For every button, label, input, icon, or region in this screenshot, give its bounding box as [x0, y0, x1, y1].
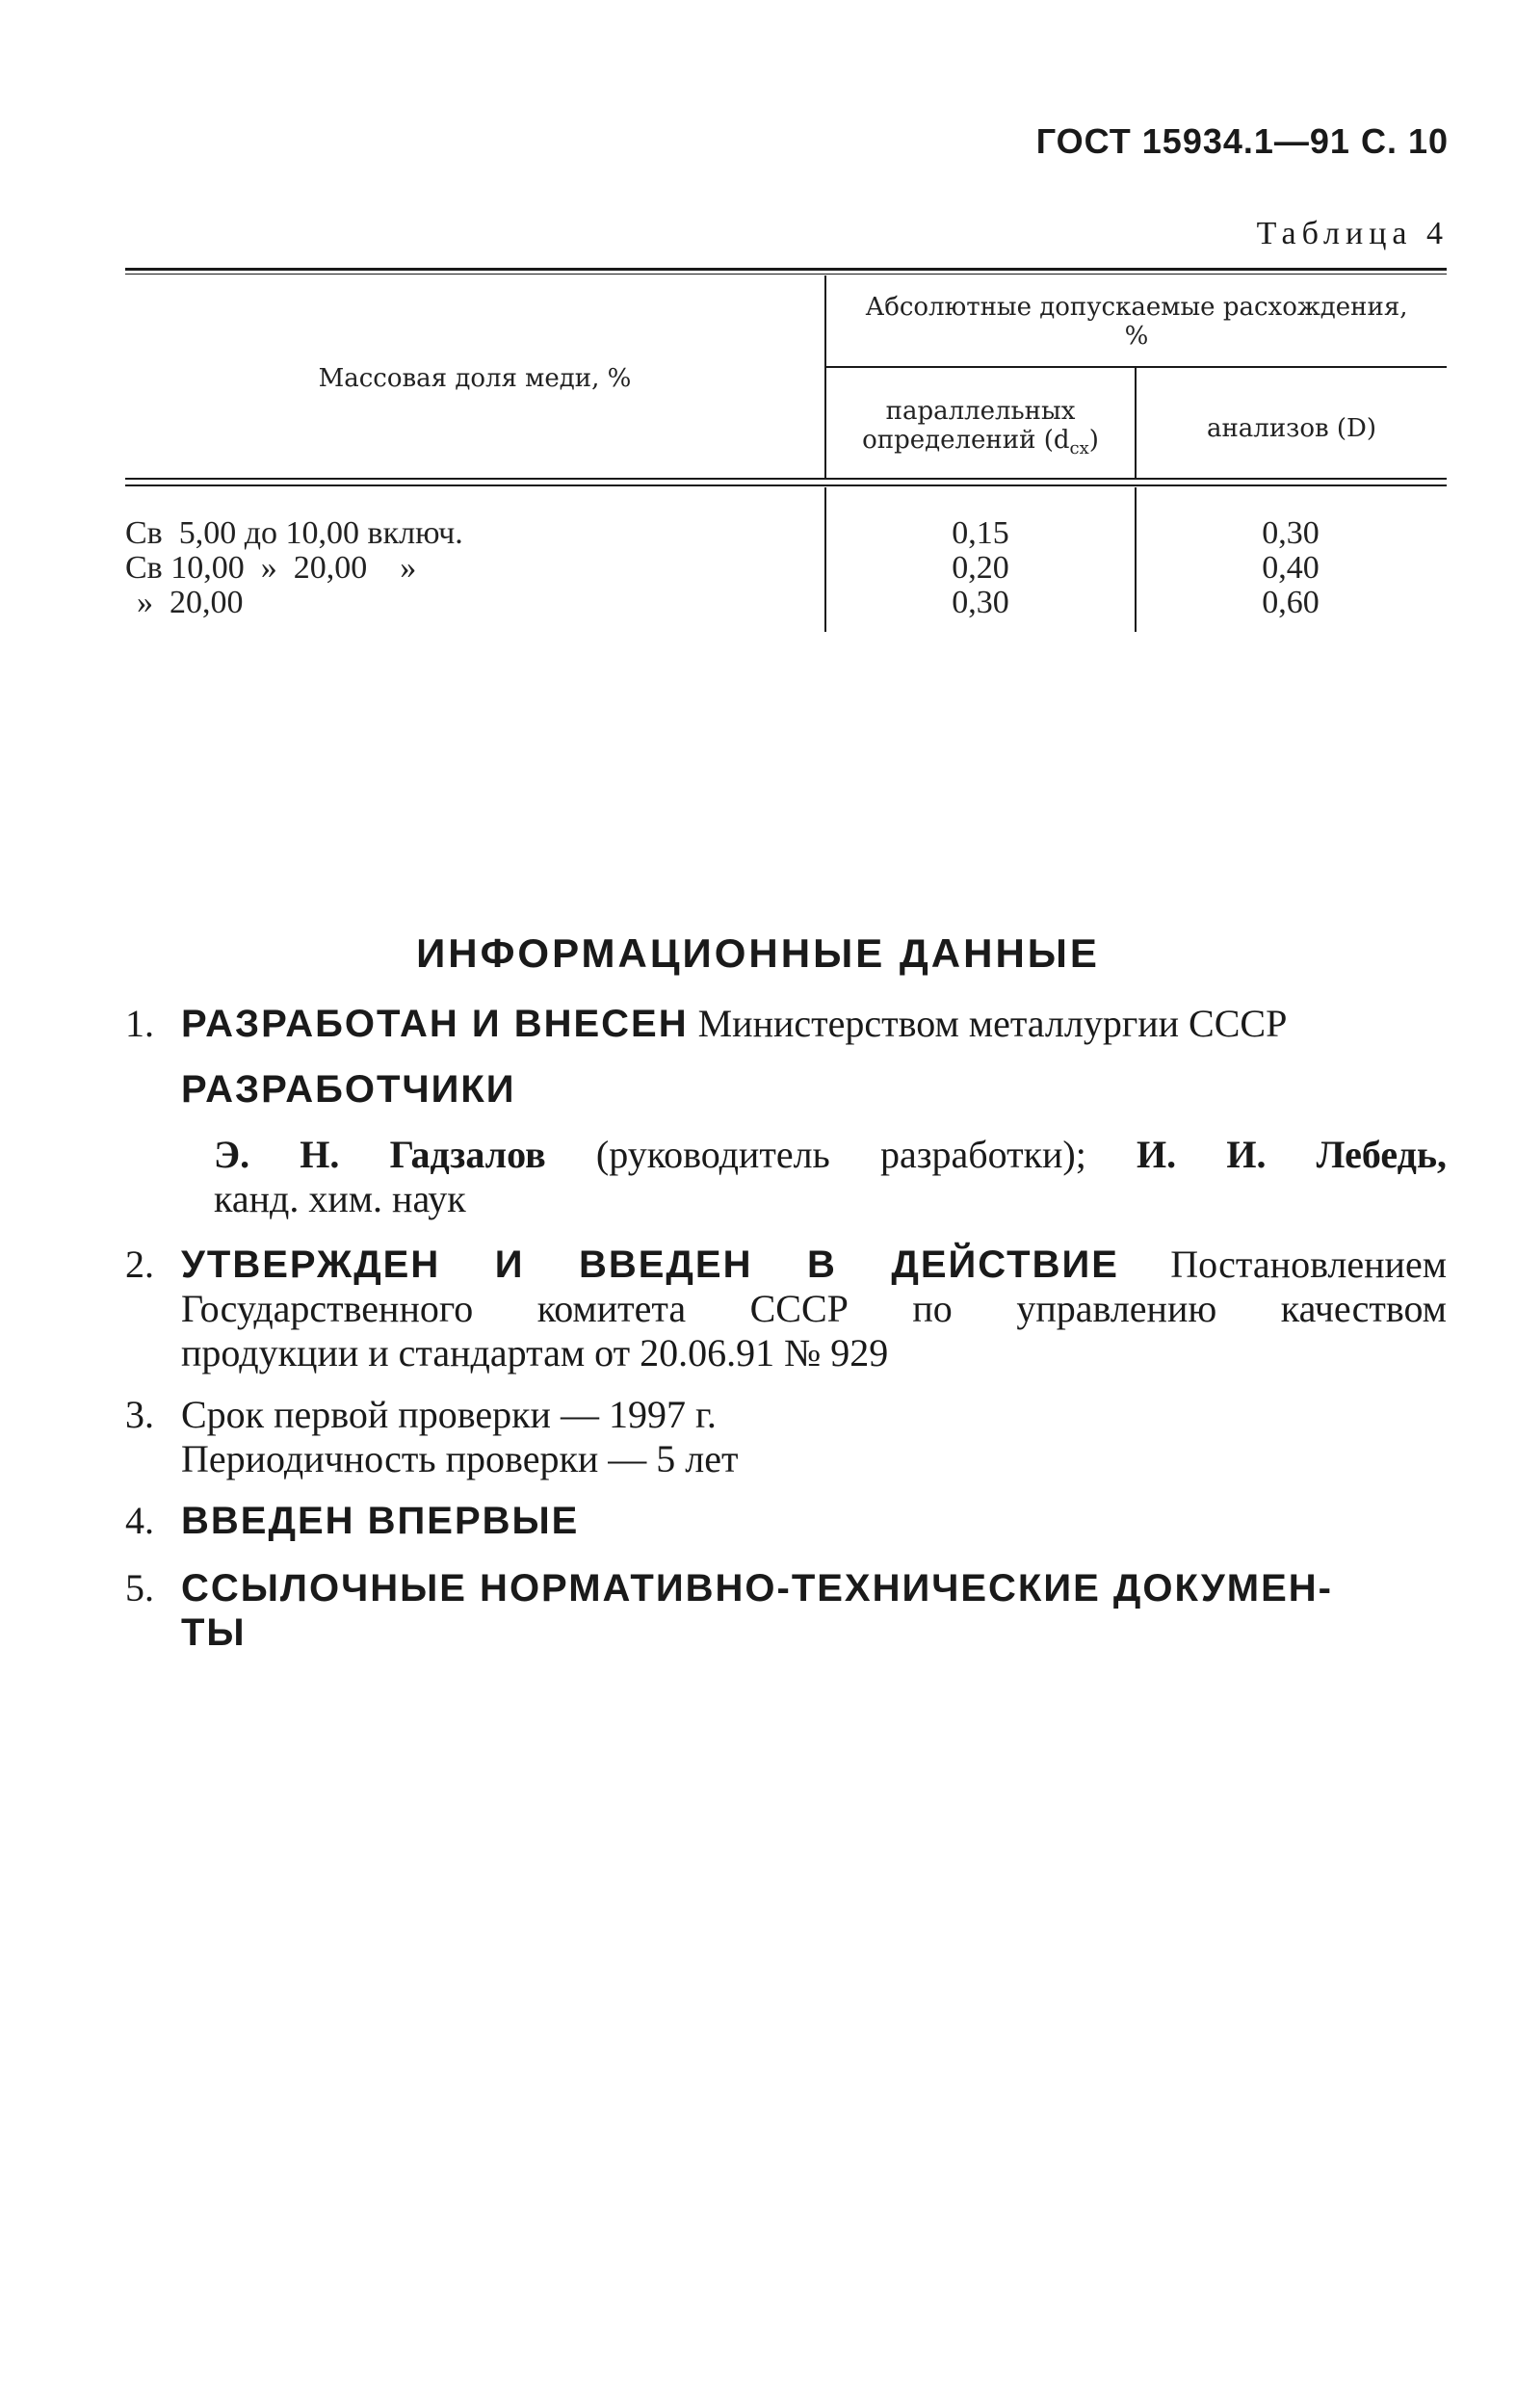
table-top-rule [125, 268, 1447, 271]
developers-block [125, 1133, 1447, 1221]
developers-line1 [214, 1133, 1447, 1177]
group-header-rule [826, 366, 1447, 368]
group-header-line1: Абсолютные допускаемые расхождения, [865, 293, 1408, 322]
item-2-line2: Государственного комитета СССР по управлению качеством [181, 1287, 1447, 1330]
item-1-text: Министерством металлургии СССР [697, 1002, 1288, 1045]
item-5-number: 5. [125, 1566, 154, 1610]
item-2-caps: УТВЕРЖДЕН И ВВЕДЕН В ДЕЙСТВИЕ [181, 1243, 1119, 1286]
info-item-3 [125, 1393, 1447, 1481]
sub-header-parallel-line1: параллельных [885, 397, 1076, 426]
sub-header-analyses: анализов (D) [1206, 414, 1377, 443]
sub-header-parallel-close: ) [1088, 426, 1099, 455]
row-1-d: 0,15 [952, 515, 1009, 551]
sub-header-parallel-line2 [826, 426, 1135, 463]
group-header-discrepancy [826, 293, 1447, 351]
developer-degree-2: канд. хим. наук [214, 1177, 466, 1220]
developer-name-1: Э. Н. Гадзалов [214, 1133, 546, 1176]
info-item-5 [125, 1566, 1447, 1655]
info-item-4 [125, 1499, 1447, 1543]
item-3-number: 3. [125, 1393, 154, 1436]
developer-role-1: (руководитель разработки); [595, 1133, 1086, 1176]
info-title: ИНФОРМАЦИОННЫЕ ДАННЫЕ [416, 930, 1100, 976]
item-1-number: 1. [125, 1002, 154, 1045]
row-1-range: Св 5,00 до 10,00 включ. [125, 515, 463, 551]
item-2-number: 2. [125, 1243, 154, 1286]
sub-header-parallel-subscript: сх [1069, 438, 1089, 459]
table-title: Таблица 4 [1256, 216, 1449, 251]
item-5-caps-line2: ТЫ [181, 1611, 247, 1654]
table-divider-2-body [1135, 487, 1137, 632]
row-1-D: 0,30 [1262, 515, 1320, 551]
item-4-caps: ВВЕДЕН ВПЕРВЫЕ [181, 1500, 580, 1542]
item-2-line3: продукции и стандартам от 20.06.91 № 929 [181, 1331, 889, 1374]
col-header-copper-fraction: Массовая доля меди, % [318, 364, 632, 393]
sub-header-parallel [826, 397, 1135, 463]
page-header: ГОСТ 15934.1—91 С. 10 [1035, 121, 1449, 161]
item-2-line1-rest: Постановлением [1170, 1243, 1448, 1286]
item-3-line2: Периодичность проверки — 5 лет [181, 1437, 739, 1480]
row-3-d: 0,30 [952, 585, 1009, 620]
item-3-line1-row [125, 1393, 1447, 1437]
row-2-d: 0,20 [952, 550, 1009, 586]
item-3-line1: Срок первой проверки — 1997 г. [181, 1393, 717, 1436]
row-3-D: 0,60 [1262, 585, 1320, 620]
table-divider-1-body [824, 487, 826, 632]
row-3-range: » 20,00 [137, 585, 244, 620]
item-5-caps-line1: ССЫЛОЧНЫЕ НОРМАТИВНО-ТЕХНИЧЕСКИЕ ДОКУМЕН- [181, 1567, 1333, 1610]
header-bottom-rule [125, 478, 1447, 480]
group-header-line2: % [1124, 322, 1149, 351]
item-4-number: 4. [125, 1499, 154, 1542]
developers-label: РАЗРАБОТЧИКИ [181, 1068, 516, 1111]
info-item-1 [125, 1002, 1447, 1046]
header-bottom-rule-2 [125, 484, 1447, 486]
row-2-range: Св 10,00 » 20,00 » [125, 550, 417, 586]
item-2-line1 [125, 1243, 1447, 1287]
item-5-line1-row [125, 1566, 1447, 1610]
row-2-D: 0,40 [1262, 550, 1320, 586]
info-item-2 [125, 1243, 1447, 1375]
developer-name-2: И. И. Лебедь, [1137, 1133, 1447, 1176]
table-top-rule-thin [125, 274, 1447, 275]
item-1-caps: РАЗРАБОТАН И ВНЕСЕН [181, 1003, 689, 1045]
sub-header-parallel-text: определений (d [862, 426, 1070, 455]
